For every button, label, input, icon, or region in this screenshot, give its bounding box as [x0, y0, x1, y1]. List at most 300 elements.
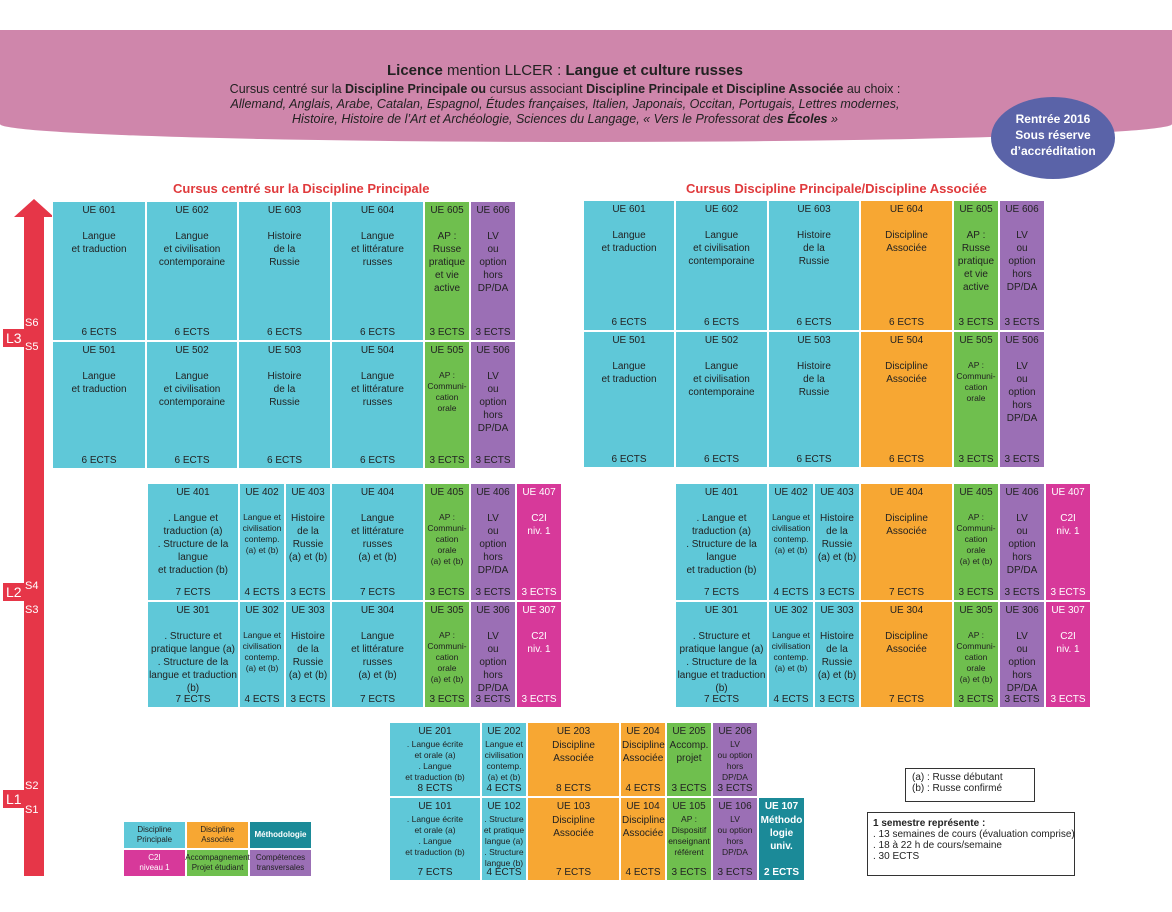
ue-title: Histoire de la Russie	[797, 230, 831, 267]
ue-title: Discipline Associée	[885, 513, 928, 537]
ue-code: UE 602	[704, 204, 739, 215]
ue-block	[768, 601, 814, 708]
ue-code: UE 106	[718, 801, 752, 812]
ue-block	[768, 331, 860, 468]
ue-title: . Structure et pratique langue (a) . Structure de la langue et traduction (b)	[677, 631, 766, 694]
ue-block	[516, 483, 562, 601]
accreditation-badge	[991, 97, 1115, 179]
ue-code: UE 304	[889, 605, 924, 616]
ue-block	[389, 797, 481, 881]
legend-item: Méthodologie	[250, 822, 311, 848]
ue-title: . Langue et traduction (a) . Structure de la langue et traduction (b)	[686, 513, 757, 576]
ue-code: UE 206	[718, 726, 752, 737]
legend-item: C2I niveau 1	[124, 850, 185, 876]
ue-title: Langue et civilisation contemp. (a) et (b)	[771, 512, 811, 555]
ue-title: Langue et civilisation contemp. (a) et (b)	[484, 739, 524, 782]
ue-code: UE 605	[959, 204, 993, 215]
ue-ects: 3 ECTS	[1050, 694, 1086, 705]
ue-title: Langue et traduction	[71, 231, 127, 255]
ue-title: AP : Russe pratique et vie active	[957, 230, 995, 293]
ue-title: Discipline Associée	[552, 740, 595, 764]
ue-code: UE 301	[704, 605, 739, 616]
ue-block	[712, 722, 758, 797]
ue-code: UE 501	[82, 345, 116, 356]
ue-ects: 6 ECTS	[703, 454, 739, 465]
ue-block	[331, 483, 424, 601]
ue-ects: 3 ECTS	[819, 694, 855, 705]
ue-title: LV ou option hors DP/DA	[1006, 631, 1038, 694]
ue-ects: 6 ECTS	[174, 455, 210, 466]
ue-code: UE 107	[764, 801, 799, 812]
ue-block	[953, 601, 999, 708]
ue-title: C2I niv. 1	[1056, 513, 1080, 537]
ue-code: UE 506	[476, 345, 510, 356]
ue-code: UE 303	[820, 605, 854, 616]
semester-label: S5	[25, 341, 39, 353]
ue-ects: 3 ECTS	[1004, 317, 1040, 328]
ue-code: UE 602	[175, 205, 209, 216]
ue-title: Méthodo logie univ.	[760, 815, 803, 852]
ue-code: UE 407	[1051, 487, 1085, 498]
ue-ects: 3 ECTS	[521, 694, 557, 705]
note-line: . 13 semaines de cours (évaluation comprise)	[873, 829, 1075, 840]
ue-code: UE 306	[1005, 605, 1039, 616]
ue-title: Langue et civilisation contemporaine	[158, 231, 226, 268]
ue-code: UE 302	[245, 605, 279, 616]
ue-title: Histoire de la Russie	[797, 361, 831, 398]
ue-title: AP : Communi- cation orale	[427, 370, 467, 413]
ue-ects: 3 ECTS	[958, 587, 994, 598]
ue-block	[675, 200, 768, 331]
ue-block	[953, 200, 999, 331]
legend-item: Accompagnement Projet étudiant	[187, 850, 248, 876]
ue-block	[675, 601, 768, 708]
ue-block	[238, 341, 331, 469]
ue-code: UE 103	[556, 801, 591, 812]
ue-title: Langue et littérature russes	[351, 371, 404, 408]
ue-code: UE 201	[418, 726, 452, 737]
ue-ects: 3 ECTS	[429, 694, 465, 705]
ue-ects: 3 ECTS	[717, 783, 753, 794]
ue-code: UE 302	[774, 605, 808, 616]
ue-ects: 8 ECTS	[417, 783, 453, 794]
ue-title: Langue et civilisation contemporaine	[688, 230, 755, 267]
ue-title: Langue et littérature russes	[351, 231, 404, 268]
ue-ects: 6 ECTS	[888, 454, 924, 465]
level-label-l3: L3	[3, 329, 25, 347]
section-title-right: Cursus Discipline Principale/Discipline Associée	[686, 181, 987, 196]
ue-code: UE 204	[626, 726, 660, 737]
ue-block	[239, 483, 285, 601]
ue-block	[860, 601, 953, 708]
ue-block	[146, 201, 238, 341]
ue-title: Discipline Associée	[622, 815, 665, 839]
ue-title: C2I niv. 1	[527, 513, 551, 537]
ue-block	[999, 483, 1045, 601]
ue-code: UE 401	[704, 487, 739, 498]
ue-code: UE 303	[291, 605, 325, 616]
ue-block	[768, 483, 814, 601]
ue-title: AP : Communi- cation orale	[956, 360, 996, 403]
ue-code: UE 503	[797, 335, 831, 346]
ue-title: LV ou option hors DP/DA	[1006, 361, 1038, 424]
ue-title: Langue et littérature russes (a) et (b)	[351, 513, 404, 563]
ue-ects: 3 ECTS	[958, 694, 994, 705]
ue-block	[675, 483, 768, 601]
ue-block	[953, 483, 999, 601]
ue-code: UE 403	[820, 487, 854, 498]
ue-ects: 6 ECTS	[266, 327, 302, 338]
ue-block	[470, 201, 516, 341]
ue-block	[860, 331, 953, 468]
progress-arrow-tail	[24, 868, 44, 876]
ue-block	[999, 331, 1045, 468]
ue-code: UE 202	[487, 726, 521, 737]
ue-code: UE 401	[176, 487, 210, 498]
legend-item: Discipline Associée	[187, 822, 248, 848]
ue-code: UE 404	[889, 487, 924, 498]
ue-code: UE 305	[430, 605, 464, 616]
ue-block	[389, 722, 481, 797]
subtitle-bold: Discipline Principale et Discipline Associée	[586, 82, 844, 96]
ue-title: Histoire de la Russie (a) et (b)	[288, 513, 328, 563]
ue-ects: 3 ECTS	[958, 454, 994, 465]
ue-block	[1045, 483, 1091, 601]
ue-ects: 7 ECTS	[175, 694, 211, 705]
ue-block	[331, 601, 424, 708]
ue-block	[814, 483, 860, 601]
ue-title: AP : Communi- cation orale (a) et (b)	[956, 630, 996, 684]
title-mention: mention LLCER :	[442, 62, 566, 79]
ue-title: LV ou option hors DP/DA	[477, 513, 509, 576]
page-title	[0, 62, 1130, 79]
ue-title: Discipline Associée	[622, 740, 665, 764]
ue-title: . Structure et pratique langue (a) . Structure langue (b)	[483, 814, 525, 868]
ue-code: UE 502	[175, 345, 209, 356]
ue-code: UE 305	[959, 605, 993, 616]
ue-block	[583, 200, 675, 331]
ue-block	[52, 201, 146, 341]
ue-ects: 6 ECTS	[796, 454, 832, 465]
ue-block	[424, 201, 470, 341]
ue-block	[516, 601, 562, 708]
title-program: Langue et culture russes	[565, 62, 743, 79]
ue-block	[860, 200, 953, 331]
ue-code: UE 104	[626, 801, 660, 812]
ue-ects: 6 ECTS	[703, 317, 739, 328]
ue-title: AP : Dispositif enseignant référent	[668, 814, 710, 857]
ue-title: Langue et civilisation contemp. (a) et (b)	[771, 630, 811, 673]
ue-ects: 4 ECTS	[486, 783, 522, 794]
ue-block	[146, 341, 238, 469]
ue-title: Histoire de la Russie (a) et (b)	[288, 631, 328, 681]
ue-block	[285, 483, 331, 601]
badge-line: d’accréditation	[1010, 144, 1096, 158]
ue-code: UE 606	[476, 205, 510, 216]
ue-title: Histoire de la Russie (a) et (b)	[817, 513, 857, 563]
ue-ects: 3 ECTS	[429, 327, 465, 338]
semester-label: S6	[25, 317, 39, 329]
ue-code: UE 101	[418, 801, 452, 812]
ue-title: LV ou option hors DP/DA	[1006, 230, 1038, 293]
ue-ects: 7 ECTS	[888, 694, 924, 705]
ue-ects: 4 ECTS	[625, 783, 661, 794]
ue-ects: 3 ECTS	[475, 327, 511, 338]
ue-code: UE 102	[487, 801, 521, 812]
ue-code: UE 605	[430, 205, 464, 216]
ue-title: LV ou option hors DP/DA	[477, 231, 509, 294]
ue-title: Langue et traduction	[601, 230, 657, 254]
ue-ects: 6 ECTS	[266, 455, 302, 466]
ue-code: UE 205	[672, 726, 706, 737]
ue-title: . Langue écrite et orale (a) . Langue et traduction (b)	[405, 739, 465, 782]
ue-block	[424, 341, 470, 469]
ue-ects: 4 ECTS	[773, 587, 809, 598]
disciplines-text: Histoire, Histoire de l’Art et Archéologie, Sciences du Langage, « Vers le Professorat de	[292, 112, 777, 126]
ue-title: Discipline Associée	[885, 631, 928, 655]
ue-title: Histoire de la Russie	[267, 231, 302, 268]
ue-block	[470, 601, 516, 708]
ue-block	[814, 601, 860, 708]
ue-code: UE 603	[267, 205, 302, 216]
note-line: (b) : Russe confirmé	[912, 783, 1003, 794]
ue-block	[666, 722, 712, 797]
ue-title: Langue et civilisation contemporaine	[688, 361, 755, 398]
ue-ects: 3 ECTS	[671, 867, 707, 878]
ue-code: UE 306	[476, 605, 510, 616]
ue-block	[712, 797, 758, 881]
ue-title: LV ou option hors DP/DA	[1006, 513, 1038, 576]
ue-title: Langue et traduction	[71, 371, 127, 395]
ue-title: LV ou option hors DP/DA	[717, 814, 753, 857]
ue-code: UE 504	[889, 335, 924, 346]
ue-title: LV ou option hors DP/DA	[477, 631, 509, 694]
ue-ects: 3 ECTS	[1004, 694, 1040, 705]
ue-block	[620, 722, 666, 797]
ue-ects: 4 ECTS	[486, 867, 522, 878]
ue-ects: 6 ECTS	[888, 317, 924, 328]
ue-ects: 3 ECTS	[290, 587, 326, 598]
ue-title: Histoire de la Russie	[267, 371, 302, 408]
ue-block	[481, 722, 527, 797]
ue-code: UE 601	[82, 205, 116, 216]
ue-ects: 3 ECTS	[290, 694, 326, 705]
ue-title: Langue et littérature russes (a) et (b)	[351, 631, 404, 681]
subtitle-text: cursus associant	[486, 82, 587, 96]
ue-code: UE 405	[430, 487, 464, 498]
ue-code: UE 603	[797, 204, 831, 215]
ue-title: C2I niv. 1	[527, 631, 551, 655]
ue-ects: 7 ECTS	[175, 587, 211, 598]
ue-ects: 7 ECTS	[703, 694, 739, 705]
ue-code: UE 304	[360, 605, 395, 616]
ue-ects: 4 ECTS	[244, 694, 280, 705]
ue-title: LV ou option hors DP/DA	[477, 371, 509, 434]
ue-ects: 6 ECTS	[611, 454, 647, 465]
disciplines-line: Allemand, Anglais, Arabe, Catalan, Espagnol, Études françaises, Italien, Japonais, Occitan, Portugais, Lettres modernes,	[230, 97, 900, 111]
ue-title: Langue et civilisation contemp. (a) et (b)	[242, 630, 282, 673]
ue-block	[583, 331, 675, 468]
ue-title: Accomp. projet	[669, 740, 709, 764]
ue-code: UE 402	[245, 487, 279, 498]
ue-block	[424, 601, 470, 708]
semester-note	[867, 812, 1075, 876]
semester-label: S4	[25, 580, 39, 592]
ue-title: AP : Communi- cation orale (a) et (b)	[427, 512, 467, 566]
disciplines-line-2	[0, 112, 1130, 126]
ue-title: Histoire de la Russie (a) et (b)	[817, 631, 857, 681]
ue-ects: 3 ECTS	[521, 587, 557, 598]
ue-ects: 2 ECTS	[763, 867, 799, 878]
ue-code: UE 307	[522, 605, 556, 616]
ue-code: UE 604	[360, 205, 395, 216]
ue-code: UE 403	[291, 487, 325, 498]
ue-title: Langue et civilisation contemporaine	[158, 371, 226, 408]
ue-ects: 3 ECTS	[717, 867, 753, 878]
ue-code: UE 606	[1005, 204, 1039, 215]
ue-code: UE 203	[556, 726, 591, 737]
ue-code: UE 105	[672, 801, 706, 812]
ue-block	[620, 797, 666, 881]
note-line: . 30 ECTS	[873, 851, 920, 862]
ue-ects: 3 ECTS	[1004, 587, 1040, 598]
ue-title: . Langue écrite et orale (a) . Langue et traduction (b)	[405, 814, 465, 857]
ue-block	[999, 601, 1045, 708]
note-line: (a) : Russe débutant	[912, 772, 1003, 783]
disciplines-bold: s Écoles	[776, 112, 828, 126]
ue-block	[758, 797, 805, 881]
ue-ects: 3 ECTS	[958, 317, 994, 328]
ue-ects: 3 ECTS	[819, 587, 855, 598]
ue-ects: 6 ECTS	[359, 327, 395, 338]
ue-block	[860, 483, 953, 601]
ue-ects: 7 ECTS	[703, 587, 739, 598]
ue-ects: 6 ECTS	[611, 317, 647, 328]
semester-label: S3	[25, 604, 39, 616]
ue-block	[527, 722, 620, 797]
disciplines-text: »	[827, 112, 838, 126]
ue-block	[285, 601, 331, 708]
ue-code: UE 503	[267, 345, 302, 356]
ue-block	[470, 483, 516, 601]
title-licence: Licence	[387, 62, 443, 79]
legend-item: Compétences transversales	[250, 850, 311, 876]
note-title: 1 semestre représente :	[873, 818, 986, 829]
subtitle-bold: Discipline Principale ou	[345, 82, 487, 96]
ue-code: UE 604	[889, 204, 924, 215]
ue-title: Langue et civilisation contemp. (a) et (b)	[242, 512, 282, 555]
ue-block	[147, 483, 239, 601]
ue-title: Discipline Associée	[885, 361, 928, 385]
ue-code: UE 402	[774, 487, 808, 498]
badge-line: Sous réserve	[1015, 128, 1091, 142]
ue-ects: 7 ECTS	[888, 587, 924, 598]
ue-code: UE 501	[612, 335, 646, 346]
ue-ects: 6 ECTS	[796, 317, 832, 328]
ue-title: Discipline Associée	[552, 815, 595, 839]
ue-title: AP : Communi- cation orale (a) et (b)	[427, 630, 467, 684]
ue-block	[147, 601, 239, 708]
ue-code: UE 505	[959, 335, 993, 346]
ue-code: UE 407	[522, 487, 556, 498]
subtitle-line	[0, 82, 1130, 96]
ue-block	[331, 201, 424, 341]
ue-title: Discipline Associée	[885, 230, 928, 254]
ue-ects: 6 ECTS	[359, 455, 395, 466]
ue-ects: 6 ECTS	[81, 327, 117, 338]
semester-label: S2	[25, 780, 39, 792]
ue-ects: 4 ECTS	[773, 694, 809, 705]
ue-ects: 3 ECTS	[475, 587, 511, 598]
ue-block	[527, 797, 620, 881]
ue-ects: 7 ECTS	[359, 694, 395, 705]
ue-block	[768, 200, 860, 331]
progress-arrow-head	[14, 199, 54, 217]
ue-ects: 6 ECTS	[81, 455, 117, 466]
progress-arrow	[24, 216, 44, 876]
ue-code: UE 505	[430, 345, 464, 356]
ue-ects: 3 ECTS	[475, 455, 511, 466]
ue-code: UE 506	[1005, 335, 1039, 346]
section-title-left: Cursus centré sur la Discipline Principale	[173, 181, 430, 196]
ue-code: UE 504	[360, 345, 395, 356]
ue-title: AP : Communi- cation orale (a) et (b)	[956, 512, 996, 566]
ue-block	[470, 341, 516, 469]
ue-code: UE 404	[360, 487, 395, 498]
ue-code: UE 601	[612, 204, 646, 215]
ue-code: UE 301	[176, 605, 210, 616]
ue-ects: 3 ECTS	[1004, 454, 1040, 465]
badge-line: Rentrée 2016	[1015, 112, 1091, 126]
ue-block	[675, 331, 768, 468]
level-label-l1: L1	[3, 790, 25, 808]
semester-label: S1	[25, 804, 39, 816]
ue-code: UE 406	[1005, 487, 1039, 498]
ue-ects: 6 ECTS	[174, 327, 210, 338]
level-label-l2: L2	[3, 583, 25, 601]
ue-block	[424, 483, 470, 601]
ue-code: UE 405	[959, 487, 993, 498]
ue-block	[481, 797, 527, 881]
ue-ects: 8 ECTS	[555, 783, 591, 794]
ue-block	[953, 331, 999, 468]
ue-ects: 7 ECTS	[417, 867, 453, 878]
legend-item: Discipline Principale	[124, 822, 185, 848]
ue-title: C2I niv. 1	[1056, 631, 1080, 655]
ue-ects: 3 ECTS	[475, 694, 511, 705]
ue-block	[1045, 601, 1091, 708]
ue-block	[331, 341, 424, 469]
ue-block	[999, 200, 1045, 331]
ue-title: Langue et traduction	[601, 361, 657, 385]
note-line: . 18 à 22 h de cours/semaine	[873, 840, 1002, 851]
ue-ects: 7 ECTS	[555, 867, 591, 878]
ue-title: . Structure et pratique langue (a) . Structure de la langue et traduction (b)	[149, 631, 237, 694]
subtitle-text: au choix :	[843, 82, 901, 96]
ue-title: LV ou option hors DP/DA	[717, 739, 753, 782]
ue-ects: 4 ECTS	[244, 587, 280, 598]
ue-ects: 3 ECTS	[671, 783, 707, 794]
ue-ects: 4 ECTS	[625, 867, 661, 878]
ue-code: UE 406	[476, 487, 510, 498]
ue-title: . Langue et traduction (a) . Structure de la langue et traduction (b)	[157, 513, 229, 576]
ue-ects: 3 ECTS	[429, 455, 465, 466]
ue-title: AP : Russe pratique et vie active	[428, 231, 466, 294]
ue-block	[239, 601, 285, 708]
ue-code: UE 307	[1051, 605, 1085, 616]
subtitle-text: Cursus centré sur la	[229, 82, 345, 96]
ue-block	[52, 341, 146, 469]
